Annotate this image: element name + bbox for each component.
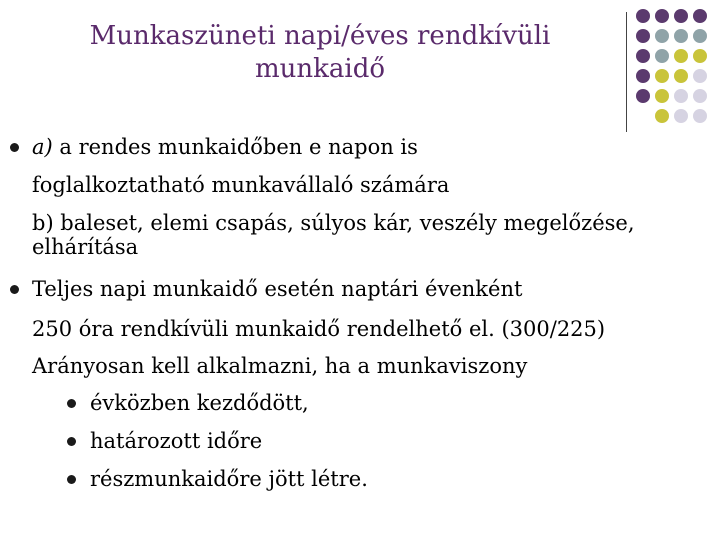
title-line-1: Munkaszüneti napi/éves rendkívüli: [89, 21, 551, 51]
bullet1-line2: foglalkoztatható munkavállaló számára: [32, 173, 450, 197]
sub-bullet-icon: [67, 437, 76, 446]
bullet1-line1: a) a rendes munkaidőben e napon is: [32, 135, 418, 159]
bullet1-line3: b) baleset, elemi csapás, súlyos kár, veszély megelőzése,: [32, 211, 635, 235]
bullet2-line3: Arányosan kell alkalmazni, ha a munkaviszony: [32, 354, 528, 378]
bullet2-line2: 250 óra rendkívüli munkaidő rendelhető el. (300/225): [32, 317, 606, 341]
bullet-icon: [10, 143, 19, 152]
bullet1-line4: elhárítása: [32, 235, 139, 259]
sub-bullet-1: évközben kezdődött,: [90, 391, 309, 415]
sub-bullet-icon: [67, 399, 76, 408]
bullet-icon: [10, 285, 19, 294]
bullet2-line1: Teljes napi munkaidő esetén naptári évenként: [32, 277, 523, 301]
sub-bullet-icon: [67, 475, 76, 484]
sub-bullet-2: határozott időre: [90, 429, 263, 453]
sub-bullet-3: részmunkaidőre jött létre.: [90, 467, 368, 491]
title-line-2: munkaidő: [254, 54, 385, 84]
